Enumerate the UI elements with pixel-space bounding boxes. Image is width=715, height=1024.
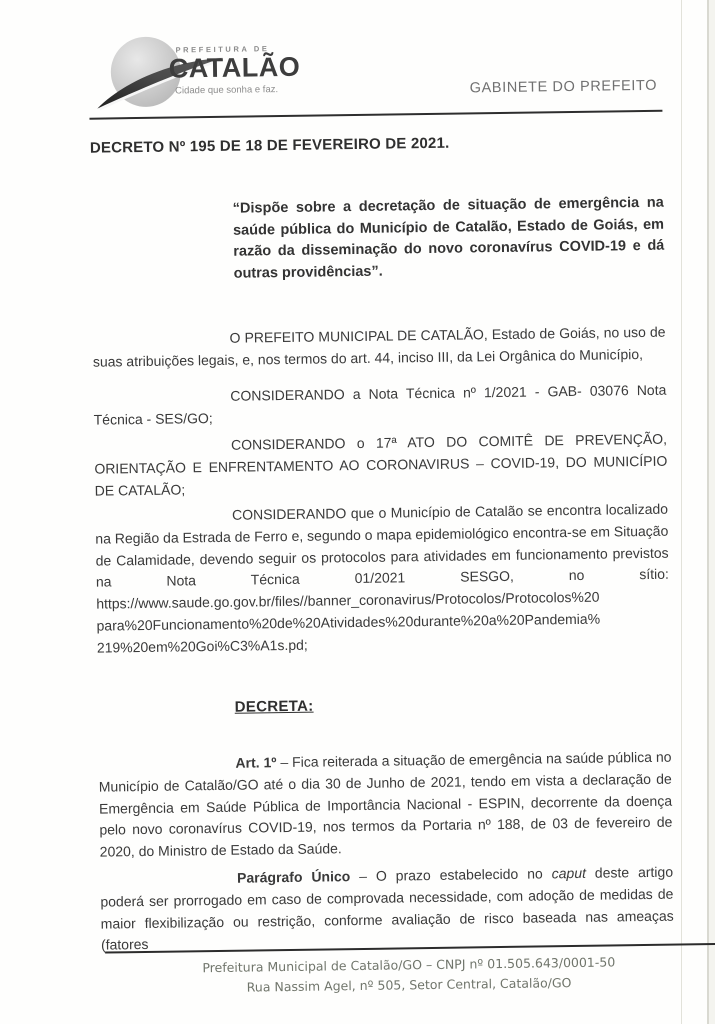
footer-address-line: Rua Nassim Agel, nº 505, Setor Central, Catalão/GO	[246, 975, 572, 995]
decreta-heading: DECRETA:	[234, 697, 314, 716]
logo-city-name: CATALÃO	[168, 51, 301, 84]
considerando-2-paragraph: CONSIDERANDO o 17ª ATO DO COMITÊ DE PREVENÇÃO, ORIENTAÇÃO E ENFRENTAMENTO AO CORONAVIRUS – COVID-19, DO MUNICÍPIO DE CATALÃO;	[94, 430, 668, 499]
prefeitura-catalao-logo	[88, 27, 334, 112]
decree-title: DECRETO Nº 195 DE 18 DE FEVEREIRO DE 2021.	[89, 134, 450, 157]
paragrafo-unico-label: Parágrafo Único	[236, 868, 351, 886]
footer-cnpj-line: Prefeitura Municipal de Catalão/GO – CNPJ nº 01.505.643/0001-50	[202, 954, 616, 976]
considerando-1-paragraph: CONSIDERANDO a Nota Técnica nº 1/2021 - GAB- 03076 Nota Técnica - SES/GO;	[93, 381, 667, 428]
considerando-3-paragraph: CONSIDERANDO que o Município de Catalão se encontra localizado na Região da Estrada de Ferro e, segundo o mapa epidemiológico encontra-se em Situação de Calamidade, devendo seguir os protocolos para atividades em funcionamento previstos na Nota Técnica 01/2021 SESGO, no sítio:	[95, 500, 670, 591]
paragrafo-unico-text-2: deste artigo poderá ser prorrogado em caso de comprovada necessidade, com adoção de medidas de maior flexibilização ou restrição, conforme avaliação de risco baseada nas ameaças (fatores	[100, 863, 674, 954]
logo-small-text: PREFEITURA DE	[175, 44, 270, 55]
caput-italic-term: caput	[551, 864, 587, 882]
paragrafo-unico-paragraph	[100, 862, 674, 957]
header-office-label: GABINETE DO PREFEITO	[469, 77, 658, 97]
preamble-paragraph: O PREFEITO MUNICIPAL DE CATALÃO, Estado de Goiás, no uso de suas atribuições legais, e, nos termos do art. 44, inciso III, da Lei Orgânica do Município,	[92, 323, 666, 370]
article-1-label: Art. 1º	[235, 754, 277, 771]
paragrafo-unico-text-1: – O prazo estabelecido no	[350, 865, 552, 885]
page-footer	[101, 951, 715, 1000]
logo-tagline: Cidade que sonha e faz.	[175, 84, 279, 97]
article-1-paragraph	[98, 747, 672, 864]
protocol-url-text: https://www.saude.go.gov.br/files//banner_coronavirus/Protocolos/Protocolos%20para%20Funcionamento%20de%20Atividades%20durante%20a%20Pandemia%219%20em%20Goi%C3%A1s.pd;	[96, 588, 601, 656]
article-1-text: – Fica reiterada a situação de emergência na saúde pública no Município de Catalão/GO até o dia 30 de Junho de 2021, tendo em vista a declaração de Emergência em Saúde Pública de Importância Nacional - ESPIN, decorrente da doença pelo novo coronavírus COVID-19, nos termos da Portaria nº 188, de 03 de fevereiro de 2020, do Ministro de Estado da Saúde.	[98, 748, 673, 860]
decree-epigraph: “Dispõe sobre a decretação de situação de emergência na saúde pública do Município de Catalão, Estado de Goiás, em razão da disseminação do novo coronavírus COVID-19 e dá outras providências”.	[232, 194, 665, 282]
